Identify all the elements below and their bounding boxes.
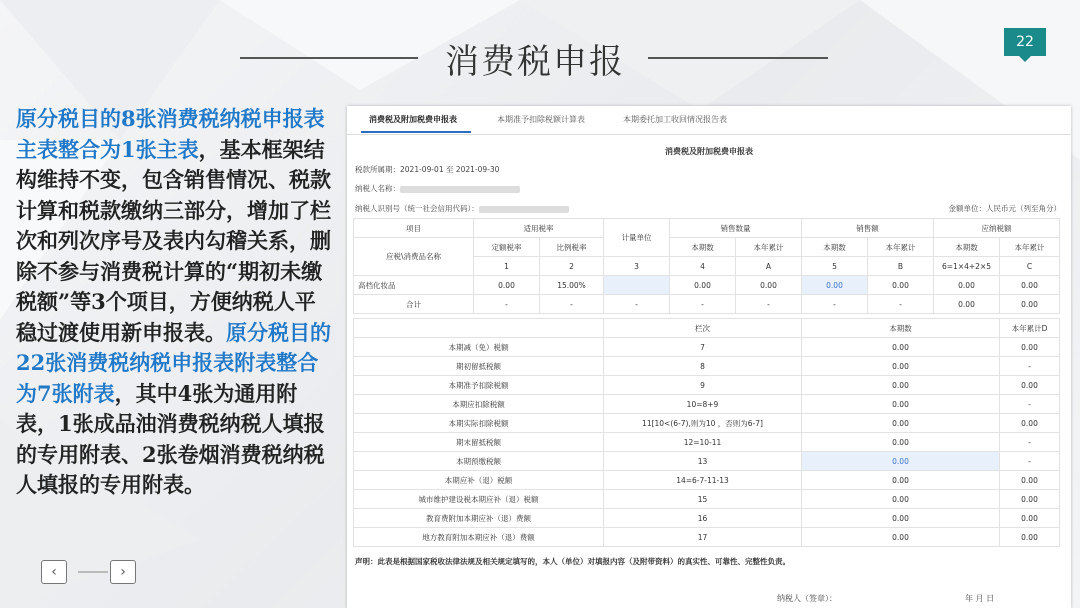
row-line: 13	[604, 452, 802, 471]
row-label: 期初留抵税额	[354, 357, 604, 376]
row-label: 地方教育附加本期应补（退）费额	[354, 528, 604, 547]
row-label: 教育费附加本期应补（退）费额	[354, 509, 604, 528]
total-cell: -	[474, 295, 540, 314]
table-row	[354, 433, 1060, 452]
tab-processing-report[interactable]: 本期委托加工收回情况报告表	[623, 115, 727, 124]
row-current-value[interactable]: 0.00	[802, 433, 1000, 452]
row-current-value[interactable]: 0.00	[802, 395, 1000, 414]
header-item: 项目	[354, 219, 474, 238]
total-cell: -	[802, 295, 868, 314]
amt-current-input[interactable]: 0.00	[802, 276, 868, 295]
taxpayer-name-redacted	[400, 186, 520, 193]
row-ytd-value: -	[1000, 395, 1060, 414]
tax-calc-table	[353, 318, 1060, 547]
sign-date: 年 月 日	[965, 594, 995, 603]
header-qty-ytd: 本年累计	[736, 238, 802, 257]
col-num: 6=1×4+2×5	[934, 257, 1000, 276]
row-line: 17	[604, 528, 802, 547]
unit-input[interactable]	[604, 276, 670, 295]
slide-title-bar	[0, 30, 1080, 86]
header-unit: 计量单位	[604, 219, 670, 257]
table-row	[354, 376, 1060, 395]
row-current-value[interactable]: 0.00	[802, 376, 1000, 395]
row-ytd-value: -	[1000, 357, 1060, 376]
header-due-ytd: 本年累计	[1000, 238, 1060, 257]
table-row	[354, 395, 1060, 414]
row-ytd-value: -	[1000, 452, 1060, 471]
table-row	[354, 490, 1060, 509]
table-row	[354, 509, 1060, 528]
fixed-rate-input[interactable]: 0.00	[474, 276, 540, 295]
row-line: 11[10<(6-7),则为10 ，否则为6-7]	[604, 414, 802, 433]
header-sales-amt: 销售额	[802, 219, 934, 238]
row-current-value[interactable]: 0.00	[802, 452, 1000, 471]
next-button[interactable]: ›	[110, 560, 136, 584]
row-line: 10=8+9	[604, 395, 802, 414]
col-num: 3	[604, 257, 670, 276]
desc-segment-4: ，其中4张为通用附表，1张成品油消费税纳税人填报的专用附表、2张卷烟消费税纳税人填报的专用附表。	[16, 380, 325, 497]
row-ytd-value: 0.00	[1000, 509, 1060, 528]
col-num: A	[736, 257, 802, 276]
row-ytd-value: 0.00	[1000, 414, 1060, 433]
col-num: 2	[540, 257, 604, 276]
taxpayer-id-redacted	[479, 206, 569, 213]
header-rate: 适用税率	[474, 219, 604, 238]
qty-current-input[interactable]: 0.00	[670, 276, 736, 295]
col-num: B	[868, 257, 934, 276]
row-line: 12=10-11	[604, 433, 802, 452]
declaration: 声明：此表是根据国家税收法律法规及相关规定填写的，本人（单位）对填报内容（及附带资料）的真实性、可靠性、完整性负责。	[355, 557, 790, 566]
product-name-cell: 高档化妆品	[354, 276, 474, 295]
lower-header-line: 栏次	[604, 319, 802, 338]
row-ytd-value: 0.00	[1000, 490, 1060, 509]
row-line: 9	[604, 376, 802, 395]
table-row	[354, 452, 1060, 471]
header-tax-due: 应纳税额	[934, 219, 1060, 238]
taxpayer-id-row	[355, 203, 569, 214]
total-label: 合计	[354, 295, 474, 314]
col-num: 4	[670, 257, 736, 276]
col-num: 5	[802, 257, 868, 276]
ad-valorem-input[interactable]: 15.00%	[540, 276, 604, 295]
header-amt-current: 本期数	[802, 238, 868, 257]
header-sales-qty: 销售数量	[670, 219, 802, 238]
nav-divider	[78, 571, 108, 573]
table-row-total	[354, 295, 1060, 314]
header-due-current: 本期数	[934, 238, 1000, 257]
total-cell: -	[540, 295, 604, 314]
product-table	[353, 218, 1060, 314]
tab-deduction[interactable]: 本期准予扣除税额计算表	[497, 115, 585, 124]
page-number-badge: 22	[1004, 28, 1046, 56]
row-label: 本期应补（退）税额	[354, 471, 604, 490]
taxpayer-id-label: 纳税人识别号（统一社会信用代码）：	[355, 204, 479, 213]
row-label: 本期应扣除税额	[354, 395, 604, 414]
taxpayer-name-row	[355, 183, 520, 194]
row-label: 本期准予扣除税额	[354, 376, 604, 395]
table-row	[354, 276, 1060, 295]
header-product-name: 应税\消费品名称	[354, 238, 474, 276]
row-label: 期末留抵税额	[354, 433, 604, 452]
amount-unit: 金额单位：人民币元（列至角分）	[948, 204, 1061, 213]
table-row	[354, 338, 1060, 357]
total-cell: 0.00	[1000, 295, 1060, 314]
lower-header-ytd: 本年累计D	[1000, 319, 1060, 338]
total-cell: -	[868, 295, 934, 314]
form-tabs	[347, 106, 1071, 135]
total-cell: -	[604, 295, 670, 314]
row-current-value[interactable]: 0.00	[802, 471, 1000, 490]
tax-period: 税款所属期：2021-09-01 至 2021-09-30	[355, 165, 500, 174]
form-title: 消费税及附加税费申报表	[665, 147, 753, 156]
row-current-value[interactable]: 0.00	[802, 528, 1000, 547]
header-fixed-rate: 定额税率	[474, 238, 540, 257]
row-ytd-value: 0.00	[1000, 338, 1060, 357]
row-line: 15	[604, 490, 802, 509]
lower-header-current: 本期数	[802, 319, 1000, 338]
amt-ytd-input[interactable]: 0.00	[868, 276, 934, 295]
row-current-value[interactable]: 0.00	[802, 490, 1000, 509]
active-tab-indicator	[361, 131, 471, 133]
row-line: 7	[604, 338, 802, 357]
col-num: 1	[474, 257, 540, 276]
row-ytd-value: 0.00	[1000, 471, 1060, 490]
tax-calc-rows	[354, 338, 1060, 547]
row-ytd-value: -	[1000, 433, 1060, 452]
due-ytd-cell: 0.00	[1000, 276, 1060, 295]
taxpayer-name-label: 纳税人名称：	[355, 184, 400, 193]
total-cell: 0.00	[934, 295, 1000, 314]
row-ytd-value: 0.00	[1000, 376, 1060, 395]
desc-segment-1: 原分税目的8张消费税纳税申报表主表整合为1张主表	[16, 106, 325, 162]
title-divider-left	[240, 57, 418, 59]
row-current-value[interactable]: 0.00	[802, 357, 1000, 376]
row-line: 8	[604, 357, 802, 376]
row-line: 14=6-7-11-13	[604, 471, 802, 490]
row-label: 城市维护建设税本期应补（退）税额	[354, 490, 604, 509]
desc-segment-3: 原分税目的22张消费税纳税申报表附表整合为7张附表	[16, 319, 331, 406]
table-row	[354, 357, 1060, 376]
signer-label: 纳税人（签章）：	[777, 594, 837, 603]
prev-button[interactable]: ‹	[41, 560, 67, 584]
table-row	[354, 528, 1060, 547]
row-line: 16	[604, 509, 802, 528]
header-qty-current: 本期数	[670, 238, 736, 257]
row-current-value[interactable]: 0.00	[802, 414, 1000, 433]
row-label: 本期预缴税额	[354, 452, 604, 471]
desc-segment-2: ，基本框架结构维持不变，包含销售情况、税款计算和税款缴纳三部分，增加了栏次和列次序号及表内勾稽关系，删除不参与消费税计算的“期初未缴税额”等3个项目，方便纳税人平稳过渡使用新申报表。	[16, 136, 331, 345]
title-divider-right	[648, 57, 828, 59]
due-current-cell: 0.00	[934, 276, 1000, 295]
total-cell: -	[736, 295, 802, 314]
row-ytd-value: 0.00	[1000, 528, 1060, 547]
description-text	[16, 104, 336, 501]
header-ad-valorem: 比例税率	[540, 238, 604, 257]
col-num: C	[1000, 257, 1060, 276]
qty-ytd-input[interactable]: 0.00	[736, 276, 802, 295]
table-row	[354, 471, 1060, 490]
row-label: 本期减（免）税额	[354, 338, 604, 357]
tax-form-screenshot	[347, 106, 1071, 608]
table-row	[354, 414, 1060, 433]
tab-main-form[interactable]: 消费税及附加税费申报表	[369, 115, 457, 124]
slide-title: 消费税申报	[445, 42, 625, 82]
total-cell: -	[670, 295, 736, 314]
row-label: 本期实际扣除税额	[354, 414, 604, 433]
header-amt-ytd: 本年累计	[868, 238, 934, 257]
row-current-value[interactable]: 0.00	[802, 509, 1000, 528]
lower-header-blank	[354, 319, 604, 338]
row-current-value[interactable]: 0.00	[802, 338, 1000, 357]
